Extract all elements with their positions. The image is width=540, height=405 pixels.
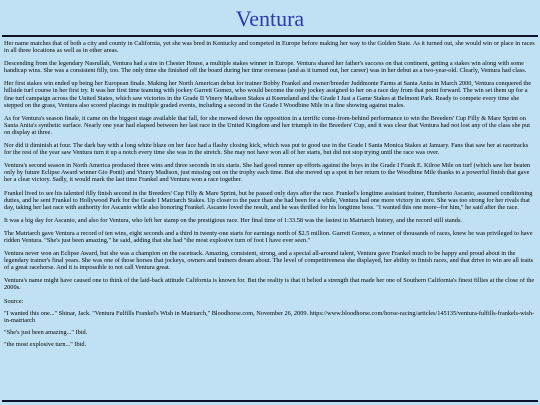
bottom-divider (2, 400, 538, 402)
paragraph: Her first stakes win ended up being her European finale. Making her North American debut for trainer Bobby Frankel and owner/breeder Juddmonte Farms at Santa Anita in March 2000, Ventura conquered the hillside turf course in her first try. It was her first time teaming with jockey Garrett Gomez, who would become the only jockey assigned to her on a race day from that point forward. The win set them up for a fine turf campaign across the United States, which saw victories in the Grade II Vinery Madison Stakes at Keeneland and the Grade I Just a Game Stakes at Belmont Park. Ready to compete every time she stepped on the grass, Ventura also scored placings in multiple graded events, including a second in the Grade I Woodbine Mile in a fine showing against males. (4, 80, 532, 109)
citation: "She's just been amazing..." Ibid. (4, 328, 88, 336)
paragraph: Nor did it diminish at four. The dark bay with a long white blaze on her face had a flashy closing kick, which was put to good use in the Grade I Santa Monica Stakes at January. Fans that saw her at racetracks for the rest of the year saw Ventura turn it up a notch every time she was in the stretch. She may not have won all of her starts, but did not stop trying until the race was over. (4, 142, 529, 157)
citation: "I wanted this one..." Shinar, Jack. "Ventura Fulfills Frankel's Wish in Matriarch," Bloodhorse.com, November 26, 2009. https://www.bloodhorse.com/horse-racing/articles/145135/ventura-fulfills-frankels-wish-in-matriarch (4, 309, 535, 324)
paragraph: Frankel lived to see his talented filly finish second in the Breeders' Cup Filly & Mare Sprint, but he passed only days after the race. Frankel's longtime assistant trainer, Humberto Ascanio, assumed conditioning duties, and he sent Frankel to Hollywood Park for the Grade I Matriarch Stakes. Up closer to the pace than she had been for a while, Ventura had one more victory in store. She was too strong for her rivals that day, taking her last race with authority for Ascanio while also honoring Frankel. Ascanio loved the result, and he was thrilled for his longtime boss. "I wanted this one more--for him," he said after the race. (4, 189, 533, 211)
paragraph: Her name matches that of both a city and county in California, yet she was bred in Kentucky and competed in Europe before making her way to the Golden State. As it turned out, she would win or place in races in all three locations as well as in other areas. (4, 40, 535, 55)
citation: "the most explosive turn..." Ibid. (4, 340, 87, 348)
source-heading: Source: (4, 297, 24, 305)
paragraph: Ventura's name might have caused one to think of the laid-back attitude California is known for. But the reality is that it belied a strength that made her one of Southern California's finest fillies at the close of the 2000s. (4, 277, 535, 292)
paragraph: It was a big day for Ascanio, and also for Ventura, who left her stamp on the prestigious race. Her final time of 1:33.58 was the fastest in Matriarch history, and the record still stands. (4, 216, 462, 224)
paragraph: Ventura never won an Eclipse Award, but she was a champion on the racetrack. Amazing, consistent, strong, and a special all-around talent, Ventura gave Frankel much to be happy and proud about in the legendary trainer's final years. She was one of those horses that jockeys, owners and trainers dream about. The level of competitiveness she displayed, her ability to finish races, and that drive to win are all traits of a great racehorse. And it is impossible to not call Ventura great. (4, 250, 534, 272)
paragraph: Descending from the legendary Nasrullah, Ventura had a sire in Chester House, a multiple stakes winner in Europe. Ventura shared her father's success on that continent, getting a stakes win along with some handicap wins. She was a consistent filly, too. The only time she finished off the board during her time overseas (and as it turned out, her career) was in her debut as a two-year-old. Clearly, Ventura had class. (4, 60, 527, 75)
page-title: Ventura (235, 6, 305, 31)
paragraph: The Matriarch gave Ventura a record of ten wins, eight seconds and a third in twenty-one starts for earnings north of $2.5 million. Garrett Gomez, a winner of thousands of races, knew he was privileged to have ridden Ventura. "She's just been amazing," he said, adding that she had "the most explosive turn of foot I have ever seen." (4, 229, 533, 244)
paragraph: Ventura's second season in North America produced three wins and three seconds in six starts. She had good runner up efforts against the boys in the Grade I Frank E. Kilroe Mile on turf (which saw her beaten only by future Eclipse Award winner Gio Ponti) and Vinery Madison, just missing out on the trophy each time. But she moved up a spot in her return to the Woodbine Mile thanks to a powerful finish that gave her a clear victory. Sadly, it would mark the last time Frankel and Ventura won a race together. (4, 162, 531, 184)
article-body (0, 37, 540, 348)
paragraph: As for Ventura's season finale, it came on the biggest stage available that fall, for she mowed down the opposition in a terrific come-from-behind performance to win the Breeders' Cup Filly & Mare Sprint on Santa Anita's synthetic surface. Nearly one year had elapsed between her last race in the United Kingdom and her triumph in the Breeders' Cup, and it was clear that Ventura had not lost any of the class she put on display at three. (4, 114, 531, 136)
